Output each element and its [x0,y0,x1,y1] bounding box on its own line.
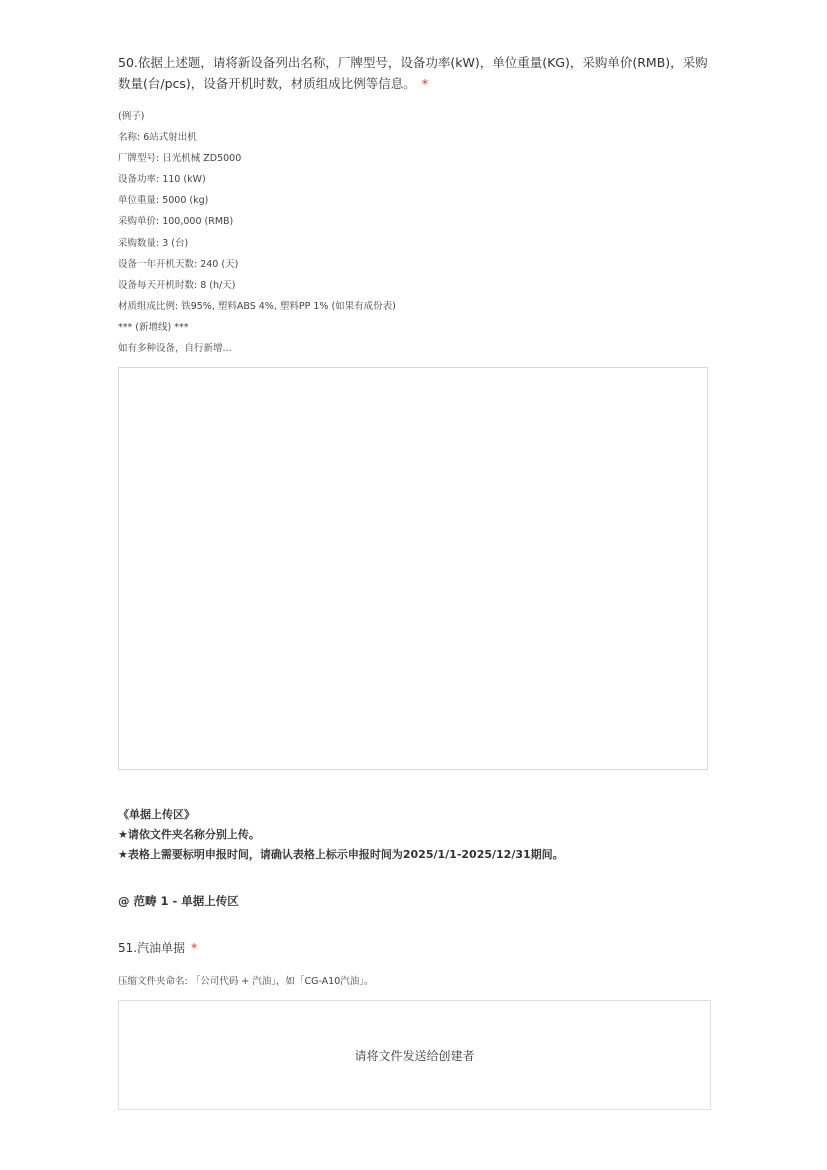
section-heading: @ 范畴 1 - 单据上传区 [118,894,239,908]
question-51-hint: 压缩文件夹命名: 「公司代码 + 汽油」，如「CG-A10汽油」。 [118,976,374,987]
question-50-title [118,52,710,94]
example-line: 如有多种设备，自行新增... [118,343,232,355]
example-line: 采购数量: 3 (台) [118,237,189,249]
example-line: 采购单价: 100,000 (RMB) [118,216,234,228]
upload-instruction: 请将文件发送给创建者 [354,1048,475,1063]
question-51-title [118,939,197,956]
example-line: 名称: 6站式射出机 [118,132,197,144]
example-line: 单位重量: 5000 (kg) [118,195,209,207]
required-asterisk: * [191,941,198,955]
question-50-text: 50.依据上述题，请将新设备列出名称，厂牌型号，设备功率(kW)，单位重量(KG)，采购单价(RMB)，采购数量(台/pcs)，设备开机时数，材质组成比例等信息。 [118,55,708,91]
example-line: 设备一年开机天数: 240 (天) [118,258,239,270]
example-line: 厂牌型号: 日光机械 ZD5000 [118,153,242,165]
example-line: 材质组成比例: 铁95%, 塑料ABS 4%, 塑料PP 1% (如果有成份表) [118,300,396,312]
question-50-answer-textarea[interactable] [118,367,708,770]
required-asterisk: * [421,76,429,91]
example-line: 设备功率: 110 (kW) [118,174,206,186]
upload-notice [118,805,718,865]
example-line: (例子) [118,111,145,122]
example-line: *** (新增线) *** [118,321,189,333]
upload-notice-heading: 《单据上传区》 [118,808,195,821]
file-upload-area[interactable] [118,1000,711,1110]
upload-notice-line: ★表格上需要标明申报时间，请确认表格上标示申报时间为2025/1/1-2025/12/31期间。 [118,848,564,861]
question-51-text: 51.汽油单据 [118,941,186,955]
question-50-example [118,106,710,359]
upload-notice-line: ★请依文件夹名称分别上传。 [118,828,260,841]
example-line: 设备每天开机时数: 8 (h/天) [118,279,236,291]
